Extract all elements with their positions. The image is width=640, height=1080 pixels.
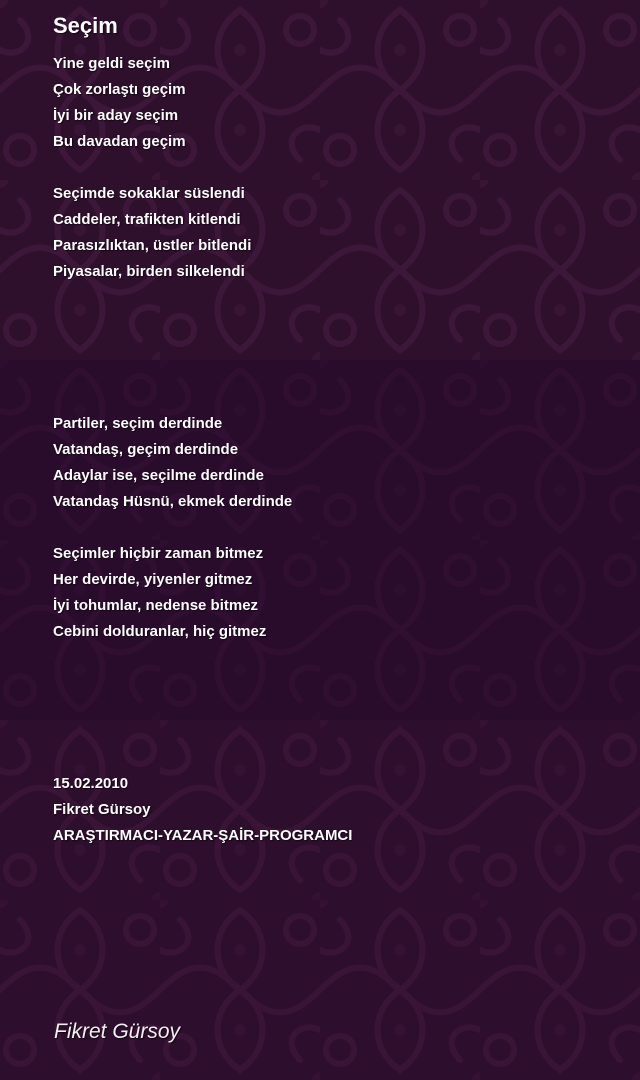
- poem-line: Vatandaş Hüsnü, ekmek derdinde: [53, 493, 293, 510]
- poem-line: Yine geldi seçim: [53, 55, 170, 72]
- poem-line: Her devirde, yiyenler gitmez: [53, 571, 253, 588]
- poem-line: Caddeler, trafikten kitlendi: [53, 211, 241, 228]
- poem-line: Parasızlıktan, üstler bitlendi: [53, 237, 252, 254]
- poem-line: Cebini dolduranlar, hiç gitmez: [53, 623, 267, 640]
- poem-line: İyi tohumlar, nedense bitmez: [53, 597, 259, 614]
- poem-date: 15.02.2010: [53, 775, 129, 792]
- poem-author: Fikret Gürsoy: [53, 801, 151, 818]
- poem-line: İyi bir aday seçim: [53, 107, 179, 124]
- poem-author-role: ARAŞTIRMACI-YAZAR-ŞAİR-PROGRAMCI: [53, 827, 353, 844]
- poem-line: Adaylar ise, seçilme derdinde: [53, 467, 264, 484]
- poem-line: Seçimde sokaklar süslendi: [53, 185, 245, 202]
- poem-credits: [53, 771, 352, 849]
- poem-line: Piyasalar, birden silkelendi: [53, 263, 245, 280]
- stanza-2: [53, 181, 251, 285]
- stanza-4: [53, 541, 266, 645]
- poem-line: Bu davadan geçim: [53, 133, 186, 150]
- poem-line: Çok zorlaştı geçim: [53, 81, 186, 98]
- poem-line: Partiler, seçim derdinde: [53, 415, 223, 432]
- author-signature: Fikret Gürsoy: [54, 1020, 181, 1043]
- poem-line: Vatandaş, geçim derdinde: [53, 441, 239, 458]
- poem-line: Seçimler hiçbir zaman bitmez: [53, 545, 264, 562]
- stanza-3: [53, 411, 292, 515]
- stanza-1: [53, 51, 186, 155]
- poem-title: Seçim: [53, 13, 118, 38]
